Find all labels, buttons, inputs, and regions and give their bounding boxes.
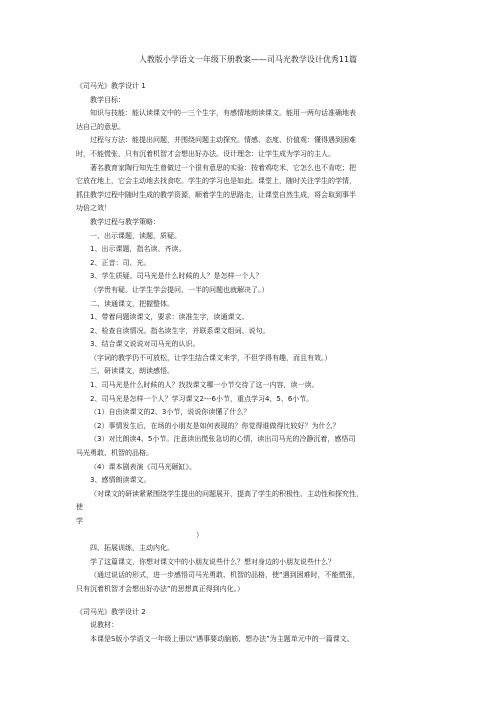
s1-line: 学了这篇课文，你想对课文中的小朋友说些什么？想对身边的小朋友说些什么？ bbox=[90, 557, 335, 566]
s1-line: 学 bbox=[76, 517, 83, 525]
s1-line: （通过说话的形式，进一步感悟司马光勇敢、机智的品格，使“遇到困难时，不能慌张， bbox=[90, 571, 360, 580]
section2-heading: 《司马光》教学设计 2 bbox=[76, 607, 146, 616]
s1-line: 它放在地上，它会主动地去找食吃。学生的学习也是如此。课堂上，随时关注学生的学情， bbox=[76, 177, 356, 186]
s1-line: 一、出示课题，读题，质疑。 bbox=[90, 231, 181, 240]
s1-line: 二、读通课文，把握整体。 bbox=[90, 299, 174, 308]
s1-line: 1、带着问题读课文，要求：读准生字，读通课文。 bbox=[90, 313, 249, 322]
s1-line: ） bbox=[196, 530, 203, 539]
s1-line: 功倍之效！ bbox=[76, 204, 111, 213]
s1-line: （1）自由读课文的2、3小节，说说你读懂了什么？ bbox=[90, 408, 251, 417]
s1-line: 知识与技能：能认读课文中的一三个生字，有感情地朗读课文。能用一两句话准确地表 bbox=[90, 109, 356, 118]
s1-line: 教学目标： bbox=[90, 95, 125, 104]
s1-line: 达自己的意思。 bbox=[76, 122, 125, 131]
s1-line: 1、司马光是什么时候的人？找找课文哪一小节交待了这一内容，读一读。 bbox=[90, 381, 319, 390]
section1-heading: 《司马光》教学设计 1 bbox=[76, 82, 146, 90]
s1-line: （2）事情发生后，在场的小朋友是如何表现的？你觉得谁做得比较好？为什么？ bbox=[90, 421, 340, 430]
document-title: 人教版小学语文一年级下册教案——司马光教学设计优秀11篇 bbox=[138, 55, 358, 64]
s1-line: 只有沉着机智才会想出好办法”的思想真正得到内化。） bbox=[76, 584, 245, 593]
s2-line: 说教材： bbox=[90, 621, 118, 630]
s1-line: 1、出示课题，指名读、齐读。 bbox=[90, 245, 186, 254]
s1-line: 2、正音：司、光。 bbox=[90, 258, 151, 267]
s1-line: （4）课本剧表演《司马光砸缸》。 bbox=[90, 462, 196, 471]
s1-line: 三、研读课文，朗读感悟。 bbox=[90, 367, 174, 376]
s1-line: 3、学生质疑。司马光是什么时候的人？是怎样一个人？ bbox=[90, 272, 263, 281]
s1-line: （学贵有疑。让学生学会提问，一半的问题也就解决了。） bbox=[90, 285, 269, 294]
s1-line: 四、拓展训练，主动内化。 bbox=[90, 544, 174, 553]
s1-line: （3）对比朗读4、5小节。注意读出慌张急切的心情，读出司马光的冷静沉着，感悟司 bbox=[90, 435, 356, 444]
s1-line: 著名教育家陶行知先生曾做过一个很有意思的实验：按着鸡吃米，它怎么也不肯吃；把 bbox=[90, 163, 356, 172]
s1-line: 2、司马光是怎样一个人？学习课文2---6小节，重点学习4、5、6小节。 bbox=[90, 394, 314, 403]
s1-line: 教学过程与教学策略： bbox=[90, 217, 160, 226]
s1-line: 3、结合课文说说对司马光的认识。 bbox=[90, 340, 200, 349]
s1-line: 使 bbox=[76, 503, 83, 512]
s1-line: （字词的教学仍不可放松，让学生结合课文来学，不但学得有趣，而且有效。） bbox=[90, 353, 332, 362]
s1-line: 过程与方法：能提出问题，并围绕问题主动探究。情感、态度、价值观：懂得遇到困难 bbox=[90, 136, 356, 145]
s1-line: 时，不能慌张，只有沉着机智才会想出好办法。设计理念：让学生成为学习的主人。 bbox=[76, 149, 335, 158]
s1-line: 3、感情朗读课文。 bbox=[90, 476, 151, 485]
s2-line: 本课是S版小学语文一年级上册以“遇事要动脑筋、想办法”为主题单元中的一篇课文。 bbox=[90, 634, 354, 643]
s1-line: 抓住教学过程中随时生成的教学资源，顺着学生的思路走，让课堂自然生成，将会取到事半 bbox=[76, 190, 356, 199]
s1-line: 2、检查自读情况。指名读生字，并联系课文组词、说句。 bbox=[90, 326, 270, 335]
s1-line: 马光勇敢、机智的品格。 bbox=[76, 449, 153, 458]
s1-line: （对课文的研读紧紧围绕学生提出的问题展开，提高了学生的积极性、主动性和探究性， bbox=[90, 489, 363, 498]
